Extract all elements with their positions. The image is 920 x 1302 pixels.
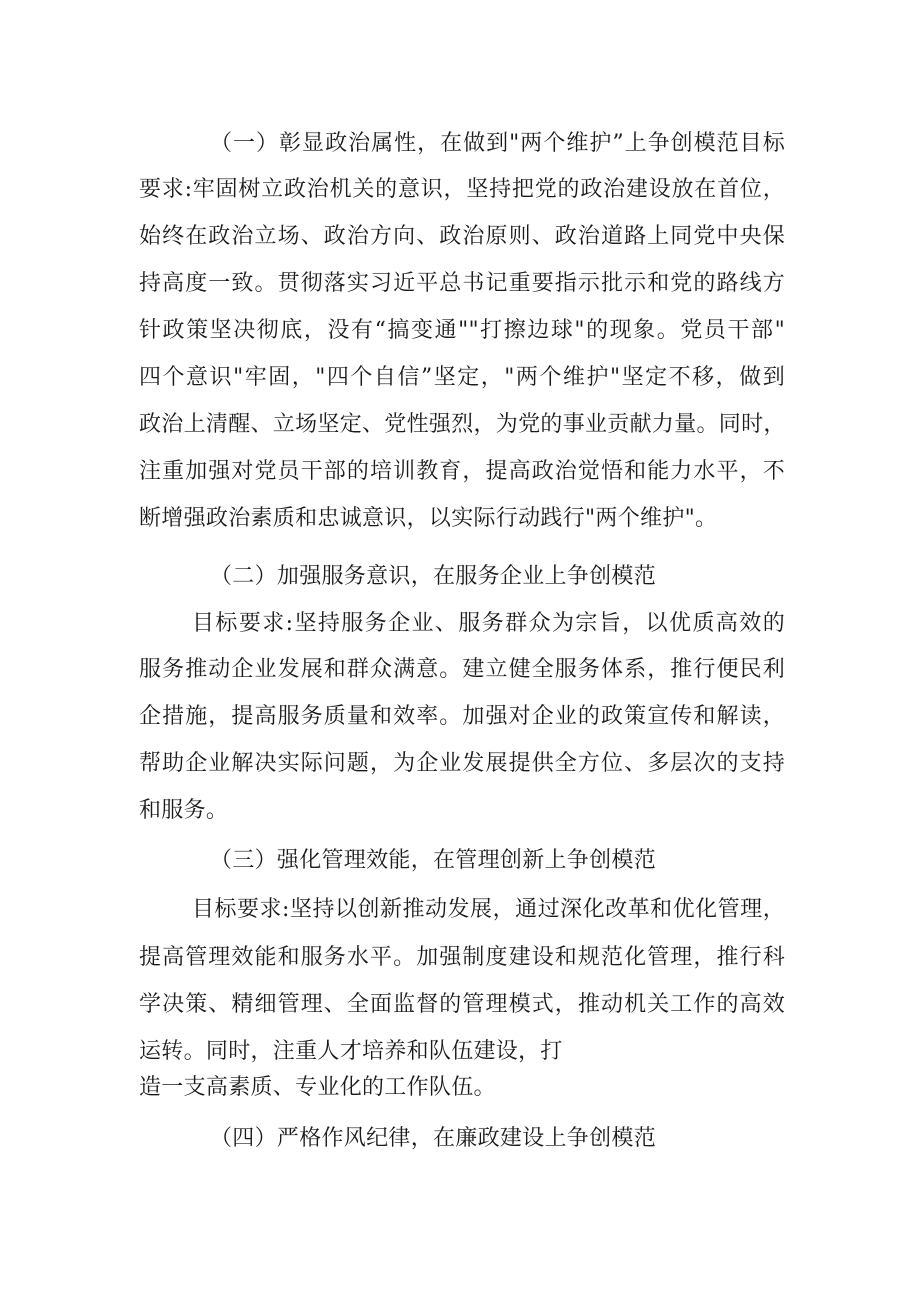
section-3-line-4: 运转。同时，注重人才培养和队伍建设，打: [139, 1039, 563, 1064]
section-1-line-6: 四个意识"牢固，"四个自信”坚定，"两个维护"坚定不移，做到: [139, 365, 785, 390]
section-1-line-8: 注重加强对党员干部的培训教育，提高政治觉悟和能力水平，不: [139, 459, 785, 484]
section-2-line-2: 服务推动企业发展和群众满意。建立健全服务体系，推行便民利: [139, 657, 785, 682]
section-1-line-3: 始终在政治立场、政治方向、政治原则、政治道路上同党中央保: [139, 224, 785, 249]
section-1-line-2: 要求:牢固树立政治机关的意识，坚持把党的政治建设放在首位，: [139, 177, 785, 202]
section-2-line-1: 目标要求:坚持服务企业、服务群众为宗旨，以优质高效的: [192, 611, 785, 636]
section-1-line-4: 持高度一致。贯彻落实习近平总书记重要指示批示和党的路线方: [139, 271, 785, 296]
section-3-line-2: 提高管理效能和服务水平。加强制度建设和规范化管理，推行科: [139, 945, 785, 970]
section-1-line-9: 断增强政治素质和忠诚意识，以实际行动践行"两个维护"。: [139, 506, 718, 531]
section-3-line-1: 目标要求:坚持以创新推动发展，通过深化改革和优化管理，: [192, 897, 785, 922]
section-2-heading: （二）加强服务意识，在服务企业上争创模范: [210, 564, 657, 589]
section-3-heading: （三）强化管理效能，在管理创新上争创模范: [210, 848, 657, 873]
section-1-line-1: （一）彰显政治属性，在做到"两个维护”上争创模范目标: [210, 131, 785, 156]
section-1-line-7: 政治上清醒、立场坚定、党性强烈，为党的事业贡献力量。同时，: [139, 412, 786, 437]
section-3-line-5: 造一支高素质、专业化的工作队伍。: [139, 1075, 496, 1100]
section-2-line-5: 和服务。: [139, 798, 229, 823]
section-1-line-5: 针政策坚决彻底，没有“搞变通""打擦边球"的现象。党员干部": [139, 318, 785, 343]
section-2-line-3: 企措施，提高服务质量和效率。加强对企业的政策宣传和解读，: [139, 704, 785, 729]
section-2-line-4: 帮助企业解决实际问题，为企业发展提供全方位、多层次的支持: [139, 751, 785, 776]
section-4-heading: （四）严格作风纪律，在廉政建设上争创模范: [210, 1126, 657, 1151]
section-3-line-3: 学决策、精细管理、全面监督的管理模式，推动机关工作的高效: [139, 992, 785, 1017]
